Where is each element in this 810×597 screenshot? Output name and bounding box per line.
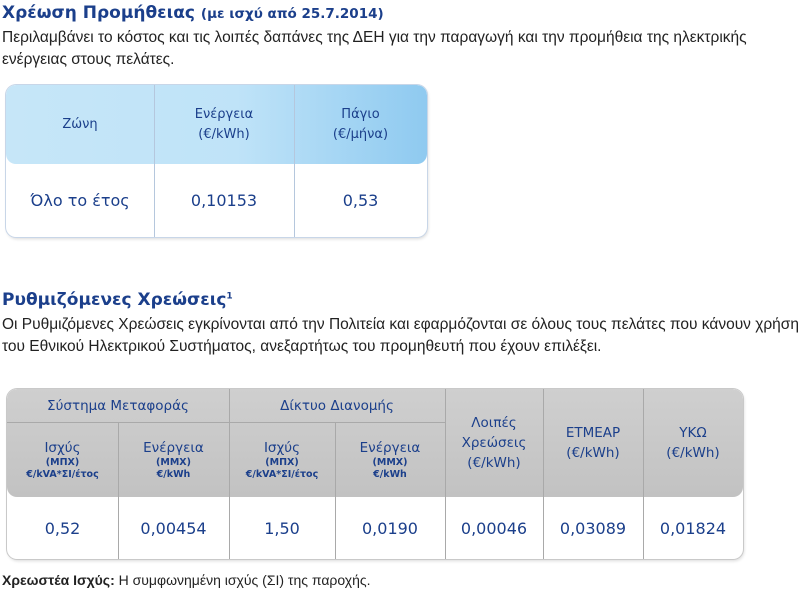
subheader-distribution-energy: Ενέργεια (ΜΜΧ) €/kWh [359,439,421,480]
group-distribution-network: Δίκτυο Διανομής [280,397,394,414]
regulated-charges-description: Οι Ρυθμιζόμενες Χρεώσεις εγκρίνονται από την Πολιτεία και εφαρμόζονται σε όλους τους πελάτες που κάνουν χρήση του Εθνικού Ηλεκτρικού Συστήματος, ανεξαρτήτως του προμηθευτή που έχουν επιλέξει. [2,316,799,355]
section-title-supply-charge [2,3,384,23]
group-transmission-system: Σύστημα Μεταφοράς [47,397,189,414]
value-other-charges: 0,00046 [460,518,528,538]
value-distribution-energy: 0,0190 [362,518,418,538]
value-distribution-power: 1,50 [264,518,300,538]
header-yko: ΥΚΩ (€/kWh) [666,425,720,461]
value-yko: 0,01824 [659,518,727,538]
regulated-charges-table [7,389,743,559]
subheader-transmission-energy: Ενέργεια (ΜΜΧ) €/kWh [143,439,204,480]
footnote [2,572,371,588]
supply-charge-table [6,85,427,237]
subheader-transmission-power: Ισχύς (ΜΠΧ) €/kVA*ΣΙ/έτος [26,439,99,480]
header-energy: Ενέργεια (€/kWh) [194,106,254,142]
footnote-label: Χρεωστέα Ισχύς: [2,572,115,588]
subheader-distribution-power: Ισχύς (ΜΠΧ) €/kVA*ΣΙ/έτος [245,439,319,480]
section-title-text: Ρυθμιζόμενες Χρεώσεις [2,290,227,310]
validity-date-note: (με ισχύ από 25.7.2014) [200,6,384,22]
header-fixed-charge: Πάγιο (€/μήνα) [332,106,389,142]
cell-energy-value: 0,10153 [190,191,258,210]
value-transmission-energy: 0,00454 [140,518,207,538]
header-etmear: ΕΤΜΕΑΡ (€/kWh) [565,425,621,461]
supply-charge-description: Περιλαμβάνει το κόστος και τις λοιπές δαπάνες της ΔΕΗ για την παραγωγή και την προμήθεια της ηλεκτρικής ενέργειας στους πελάτες. [2,29,747,68]
header-other-charges: Λοιπές Χρεώσεις (€/kWh) [461,415,527,471]
cell-zone: Όλο το έτος [30,191,130,210]
section-title-text: Χρέωση Προμήθειας [2,3,195,23]
footnote-marker: 1 [226,291,233,302]
section-title-regulated-charges [2,290,233,310]
value-etmear: 0,03089 [559,518,627,538]
value-transmission-power: 0,52 [44,518,81,538]
footnote-text: Η συμφωνημένη ισχύς (ΣΙ) της παροχής. [114,572,371,588]
header-zone: Ζώνη [62,116,98,132]
cell-fixed-value: 0,53 [342,191,379,210]
